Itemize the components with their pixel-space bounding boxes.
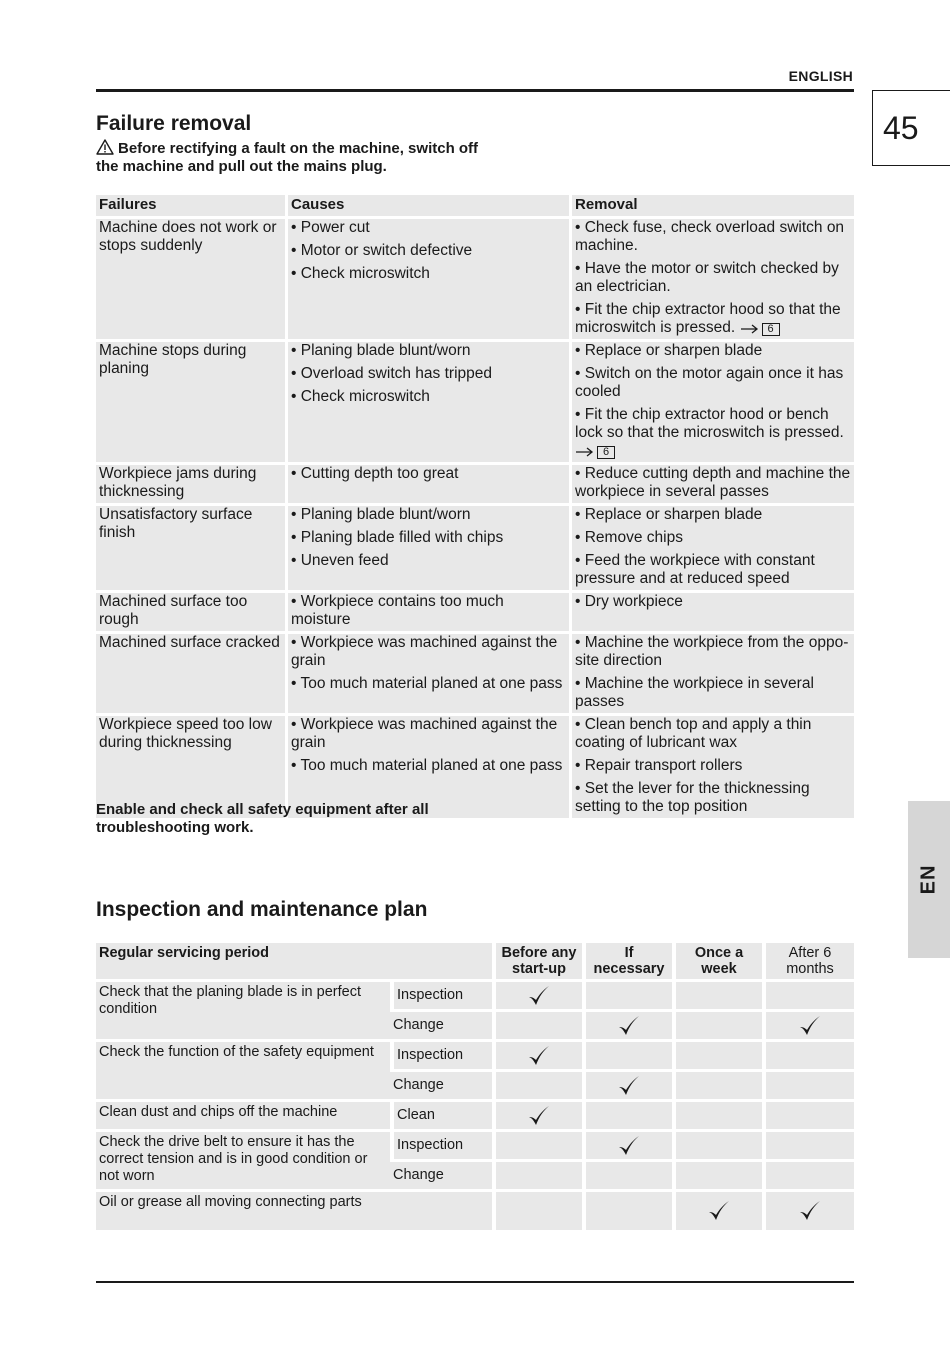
removal-item — [575, 529, 851, 547]
schedule-cell — [672, 1012, 762, 1039]
cause-item: • Cutting depth too great — [291, 465, 459, 482]
schedule-cell — [492, 982, 582, 1009]
removal-item — [575, 342, 851, 360]
cause-item: • Check microswitch — [291, 265, 430, 282]
cause-item: • Workpiece was machined against the grain — [291, 716, 558, 751]
action-cell: Change — [390, 1072, 492, 1099]
schedule-cell — [762, 1042, 854, 1069]
schedule-cell — [492, 1072, 582, 1099]
cause-item: • Workpiece was machined against the grain — [291, 634, 558, 669]
task-cell: Check that the planing blade is in perfect condition — [96, 982, 390, 1039]
maintenance-row — [96, 1132, 854, 1159]
failure-row — [96, 219, 854, 339]
header-servicing-period: Regular servicing period — [96, 943, 492, 979]
task-cell: Oil or grease all moving connecting parts — [96, 1192, 492, 1230]
schedule-cell — [582, 1102, 672, 1129]
removal-item — [575, 780, 851, 816]
warning-notice — [96, 139, 496, 176]
removal-cell — [569, 506, 854, 590]
schedule-cell — [762, 1132, 854, 1159]
header-before-startup: Before any start-up — [492, 943, 582, 979]
failure-table-header — [96, 195, 854, 216]
removal-item — [575, 634, 851, 670]
failure-cell: Unsatisfactory surface finish — [96, 506, 285, 590]
checkmark-icon — [527, 985, 551, 1007]
header-once-a-week: Once a week — [672, 943, 762, 979]
bottom-divider — [96, 1281, 854, 1283]
checkmark-icon — [617, 1135, 641, 1157]
removal-item — [575, 506, 851, 524]
failure-cell: Workpiece speed too low during thicknessing — [96, 716, 285, 818]
schedule-cell — [672, 1132, 762, 1159]
maintenance-row — [96, 1102, 854, 1129]
maintenance-table-header — [96, 943, 854, 979]
schedule-cell — [672, 982, 762, 1009]
maintenance-row — [96, 1042, 854, 1069]
checkmark-icon — [617, 1075, 641, 1097]
removal-item — [575, 406, 851, 460]
removal-item — [575, 593, 851, 611]
schedule-cell — [582, 1132, 672, 1159]
action-cell: Clean — [390, 1102, 492, 1129]
removal-item — [575, 365, 851, 401]
schedule-cell — [582, 1162, 672, 1189]
removal-item — [575, 260, 851, 296]
removal-text: • Remove chips — [575, 529, 683, 546]
figure-number: 6 — [597, 446, 615, 459]
arrow-right-icon — [740, 324, 760, 334]
task-cell: Check the drive belt to ensure it has the correct tension and is in good condition or not worn — [96, 1132, 390, 1189]
figure-reference — [575, 446, 615, 459]
action-cell: Inspection — [390, 1132, 492, 1159]
closing-note: Enable and check all safety equipment after all troubleshooting work. — [96, 801, 429, 836]
failure-cell: Machined surface too rough — [96, 593, 285, 631]
removal-text: • Fit the chip extractor hood so that the microswitch is pressed. — [575, 301, 841, 336]
removal-text: • Machine the workpiece in several passes — [575, 675, 814, 710]
schedule-cell — [582, 1012, 672, 1039]
removal-text: • Repair transport rollers — [575, 757, 743, 774]
removal-text: • Machine the workpiece from the oppo-site direction — [575, 634, 849, 669]
maintenance-table — [96, 940, 854, 1233]
failure-row — [96, 465, 854, 503]
cause-item: • Motor or switch defective — [291, 242, 473, 259]
cause-item: • Planing blade blunt/worn — [291, 506, 471, 523]
schedule-cell — [762, 1162, 854, 1189]
page-number: 45 — [872, 90, 950, 166]
removal-cell — [569, 634, 854, 713]
cause-item: • Power cut — [291, 219, 370, 236]
schedule-cell — [672, 1102, 762, 1129]
cause-item: • Too much material planed at one pass — [291, 675, 563, 692]
removal-text: • Replace or sharpen blade — [575, 506, 763, 523]
cause-item: • Uneven feed — [291, 552, 389, 569]
schedule-cell — [492, 1042, 582, 1069]
schedule-cell — [672, 1072, 762, 1099]
removal-text: • Dry workpiece — [575, 593, 683, 610]
task-cell: Check the function of the safety equipment — [96, 1042, 390, 1099]
arrow-right-icon — [575, 447, 595, 457]
removal-item — [575, 675, 851, 711]
warning-text: Before rectifying a fault on the machine, switch off the machine and pull out the mains plug. — [96, 140, 479, 175]
schedule-cell — [762, 1192, 854, 1230]
removal-cell — [569, 465, 854, 503]
causes-cell — [285, 634, 569, 713]
cause-item: • Too much material planed at one pass — [291, 757, 563, 774]
schedule-cell — [492, 1102, 582, 1129]
removal-item — [575, 757, 851, 775]
schedule-cell — [492, 1132, 582, 1159]
header-if-necessary: If necessary — [582, 943, 672, 979]
header-removal: Removal — [569, 195, 854, 216]
schedule-cell — [492, 1192, 582, 1230]
causes-cell — [285, 465, 569, 503]
removal-text: • Switch on the motor again once it has cooled — [575, 365, 844, 400]
schedule-cell — [762, 1072, 854, 1099]
removal-text: • Set the lever for the thicknessing setting to the top position — [575, 780, 810, 815]
action-cell: Inspection — [390, 1042, 492, 1069]
removal-item — [575, 465, 851, 501]
schedule-cell — [762, 982, 854, 1009]
cause-item: • Planing blade blunt/worn — [291, 342, 471, 359]
maintenance-row — [96, 982, 854, 1009]
causes-cell — [285, 342, 569, 462]
maintenance-row — [96, 1192, 854, 1230]
removal-item — [575, 301, 851, 337]
removal-text: • Replace or sharpen blade — [575, 342, 763, 359]
schedule-cell — [672, 1162, 762, 1189]
figure-number: 6 — [762, 323, 780, 336]
removal-item — [575, 219, 851, 255]
failure-cell: Workpiece jams during thicknessing — [96, 465, 285, 503]
warning-triangle-icon — [96, 139, 114, 155]
removal-cell — [569, 342, 854, 462]
failure-removal-title: Failure removal — [96, 112, 252, 135]
header-causes: Causes — [285, 195, 569, 216]
causes-cell — [285, 506, 569, 590]
removal-text: • Fit the chip extractor hood or bench lock so that the microswitch is pressed. — [575, 406, 844, 441]
failure-row — [96, 506, 854, 590]
removal-cell — [569, 593, 854, 631]
removal-text: • Check fuse, check overload switch on machine. — [575, 219, 845, 254]
checkmark-icon — [527, 1105, 551, 1127]
schedule-cell — [582, 1192, 672, 1230]
failure-cell: Machined surface cracked — [96, 634, 285, 713]
removal-cell — [569, 716, 854, 818]
failure-row — [96, 593, 854, 631]
failure-row — [96, 634, 854, 713]
failure-table — [96, 192, 854, 821]
cause-item: • Workpiece contains too much moisture — [291, 593, 504, 628]
checkmark-icon — [798, 1200, 822, 1222]
causes-cell — [285, 593, 569, 631]
schedule-cell — [672, 1042, 762, 1069]
removal-cell — [569, 219, 854, 339]
language-side-tab — [908, 801, 950, 958]
causes-cell — [285, 219, 569, 339]
schedule-cell — [582, 1072, 672, 1099]
removal-item — [575, 552, 851, 588]
removal-text: • Clean bench top and apply a thin coating of lubricant wax — [575, 716, 812, 751]
schedule-cell — [492, 1162, 582, 1189]
checkmark-icon — [617, 1015, 641, 1037]
checkmark-icon — [527, 1045, 551, 1067]
failure-row — [96, 342, 854, 462]
removal-text: • Reduce cutting depth and machine the workpiece in several passes — [575, 465, 851, 500]
removal-text: • Have the motor or switch checked by an electrician. — [575, 260, 839, 295]
cause-item: • Planing blade filled with chips — [291, 529, 504, 546]
schedule-cell — [582, 982, 672, 1009]
schedule-cell — [582, 1042, 672, 1069]
schedule-cell — [492, 1012, 582, 1039]
header-after-6-months: After 6 months — [762, 943, 854, 979]
schedule-cell — [762, 1012, 854, 1039]
header-failures: Failures — [96, 195, 285, 216]
schedule-cell — [762, 1102, 854, 1129]
cause-item: • Overload switch has tripped — [291, 365, 492, 382]
cause-item: • Check microswitch — [291, 388, 430, 405]
failure-cell: Machine does not work or stops suddenly — [96, 219, 285, 339]
removal-text: • Feed the workpiece with constant pressure and at reduced speed — [575, 552, 815, 587]
language-label: ENGLISH — [788, 68, 853, 84]
action-cell: Change — [390, 1012, 492, 1039]
side-tab-label: EN — [917, 864, 940, 895]
maintenance-plan-title: Inspection and maintenance plan — [96, 898, 428, 921]
action-cell: Change — [390, 1162, 492, 1189]
figure-reference — [740, 323, 780, 336]
schedule-cell — [672, 1192, 762, 1230]
removal-item — [575, 716, 851, 752]
checkmark-icon — [798, 1015, 822, 1037]
failure-cell: Machine stops during planing — [96, 342, 285, 462]
task-cell: Clean dust and chips off the machine — [96, 1102, 390, 1129]
action-cell: Inspection — [390, 982, 492, 1009]
checkmark-icon — [707, 1200, 731, 1222]
top-divider — [96, 89, 854, 92]
